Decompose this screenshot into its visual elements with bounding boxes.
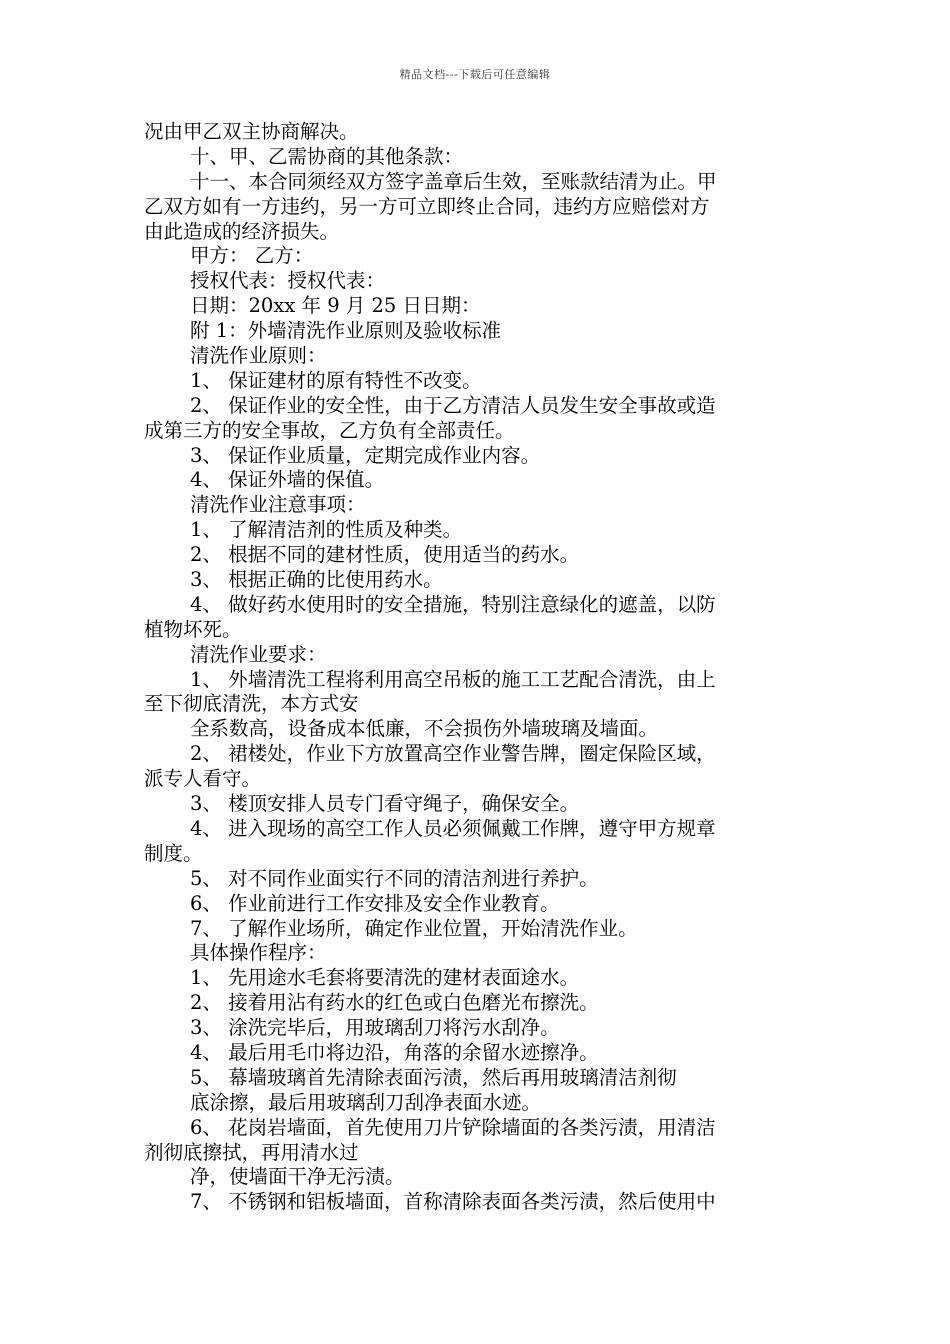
document-line: 剂彻底擦拭，再用清水过	[144, 1140, 359, 1164]
document-line: 授权代表：授权代表：	[190, 269, 386, 293]
document-line: 派专人看守。	[144, 767, 262, 791]
document-line: 十、甲、乙需协商的其他条款：	[190, 144, 464, 168]
document-line: 5、 幕墙玻璃首先清除表面污渍，然后再用玻璃清洁剂彻	[190, 1065, 677, 1089]
document-line: 日期：20xx 年 9 月 25 日日期：	[190, 294, 481, 318]
document-line: 3、 根据正确的比使用药水。	[190, 568, 443, 592]
document-line: 制度。	[144, 841, 203, 865]
document-line: 5、 对不同作业面实行不同的清洁剂进行养护。	[190, 866, 599, 890]
document-line: 2、 裙楼处，作业下方放置高空作业警告牌，圈定保险区域，	[190, 742, 716, 766]
document-line: 清洗作业注意事项：	[190, 493, 366, 517]
page-header: 精品文档---下载后可任意编辑	[399, 68, 551, 81]
document-line: 3、 保证作业质量，定期完成作业内容。	[190, 443, 541, 467]
document-line: 附 1：外墙清洗作业原则及验收标准	[190, 319, 502, 343]
document-line: 4、 保证外墙的保值。	[190, 468, 385, 492]
document-line: 2、 保证作业的安全性，由于乙方清洁人员发生安全事故或造	[190, 393, 716, 417]
document-line: 乙双方如有一方违约，另一方可立即终止合同，违约方应赔偿对方	[144, 194, 710, 218]
document-line: 3、 楼顶安排人员专门看守绳子，确保安全。	[190, 792, 580, 816]
document-line: 2、 接着用沾有药水的红色或白色磨光布擦洗。	[190, 991, 599, 1015]
document-line: 4、 进入现场的高空工作人员必须佩戴工作牌，遵守甲方规章	[190, 816, 716, 840]
document-line: 3、 涂洗完毕后，用玻璃刮刀将污水刮净。	[190, 1016, 560, 1040]
document-line: 具体操作程序：	[190, 941, 327, 965]
document-line: 底涂擦，最后用玻璃刮刀刮净表面水迹。	[190, 1090, 542, 1114]
document-line: 清洗作业要求：	[190, 642, 327, 666]
document-line: 由此造成的经济损失。	[144, 219, 340, 243]
document-line: 1、 外墙清洗工程将利用高空吊板的施工工艺配合清洗，由上	[190, 667, 716, 691]
document-line: 甲方： 乙方：	[190, 244, 314, 268]
document-line: 至下彻底清洗，本方式安	[144, 692, 359, 716]
document-line: 成第三方的安全事故，乙方负有全部责任。	[144, 418, 515, 442]
document-line: 4、 最后用毛巾将边沿，角落的余留水迹擦净。	[190, 1040, 599, 1064]
document-line: 净，使墙面干净无污渍。	[190, 1165, 405, 1189]
document-line: 1、 了解清洁剂的性质及种类。	[190, 518, 463, 542]
document-line: 7、 不锈钢和铝板墙面，首称清除表面各类污渍，然后使用中	[190, 1190, 716, 1214]
document-line: 全系数高，设备成本低廉，不会损伤外墙玻璃及墙面。	[190, 717, 659, 741]
document-line: 2、 根据不同的建材性质，使用适当的药水。	[190, 543, 580, 567]
document-line: 十一、本合同须经双方签字盖章后生效，至账款结清为止。甲	[190, 169, 717, 193]
document-line: 4、 做好药水使用时的安全措施，特别注意绿化的遮盖，以防	[190, 592, 716, 616]
document-line: 1、 先用途水毛套将要清洗的建材表面途水。	[190, 966, 580, 990]
document-line: 植物坏死。	[144, 617, 242, 641]
document-line: 7、 了解作业场所，确定作业位置，开始清洗作业。	[190, 916, 638, 940]
document-line: 清洗作业原则：	[190, 344, 327, 368]
document-line: 6、 花岗岩墙面，首先使用刀片铲除墙面的各类污渍，用清洁	[190, 1115, 716, 1139]
document-body	[144, 120, 812, 1215]
document-line: 6、 作业前进行工作安排及安全作业教育。	[190, 891, 560, 915]
document-line: 1、 保证建材的原有特性不改变。	[190, 368, 482, 392]
document-line: 况由甲乙双主协商解决。	[144, 120, 359, 143]
